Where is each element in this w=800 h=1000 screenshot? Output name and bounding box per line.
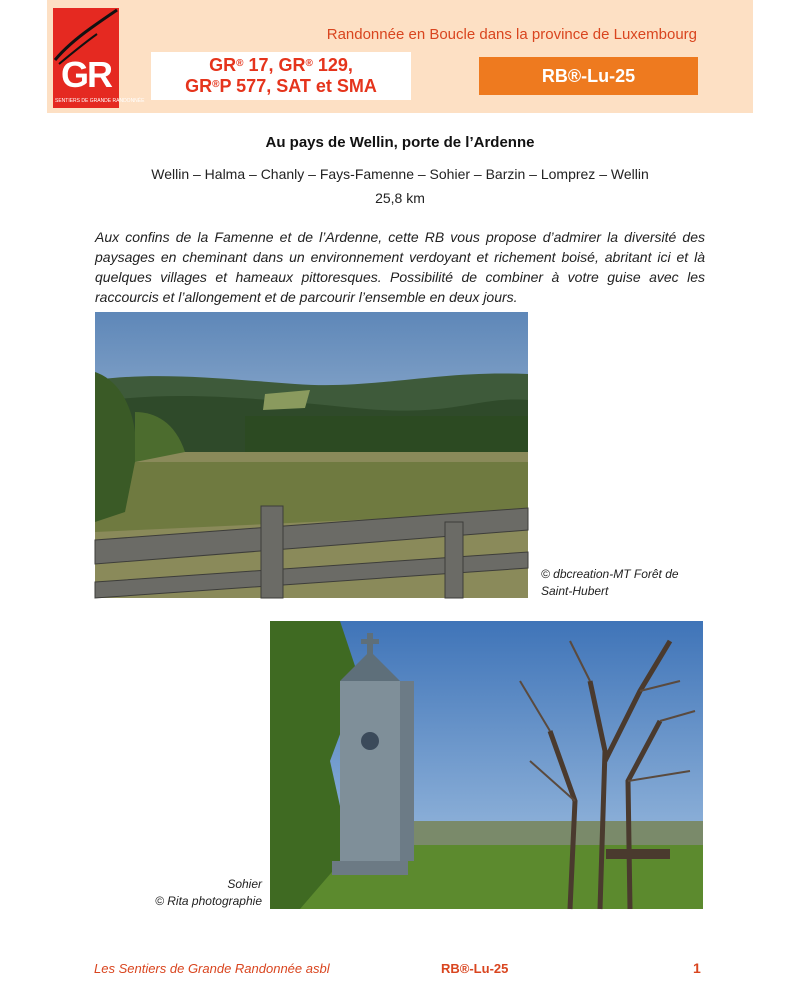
chapel-photo-caption xyxy=(100,876,262,910)
logo-subtitle: SENTIERS DE GRANDE RANDONNÉE xyxy=(55,98,145,104)
caption-line: © dbcreation-MT Forêt de xyxy=(541,567,679,581)
intro-paragraph: Aux confins de la Famenne et de l’Ardenne, cette RB vous propose d’admirer la diversité des paysages en cheminant dans un environnement verdoyant et richement boisé, abritant ici et là quelques villages et hameaux pittoresques. Possibilité de combiner à votre guise avec les raccourcis et l’allongement et de parcourir l’ensemble en deux jours. xyxy=(95,229,705,305)
gr-routes-box xyxy=(151,52,411,100)
route-villages: Wellin – Halma – Chanly – Fays-Famenne – Sohier – Barzin – Lomprez – Wellin xyxy=(151,166,649,182)
page-number: 1 xyxy=(693,960,701,976)
gr-routes-line2: GR®P 577, SAT et SMA xyxy=(185,76,377,96)
footer-organization: Les Sentiers de Grande Randonnée asbl xyxy=(94,961,330,976)
page-title: Au pays de Wellin, porte de l’Ardenne xyxy=(265,134,535,151)
caption-line: Sohier xyxy=(227,877,262,891)
gr-routes-line1: GR® 17, GR® 129, xyxy=(209,55,353,75)
caption-line: Saint-Hubert xyxy=(541,584,609,598)
route-distance: 25,8 km xyxy=(375,190,425,206)
landscape-photo xyxy=(95,312,528,598)
gr-logo xyxy=(53,8,145,108)
page-header xyxy=(47,0,753,113)
landscape-photo-caption xyxy=(541,566,721,600)
chapel-photo xyxy=(270,621,703,909)
logo-text: GR xyxy=(61,54,111,95)
caption-line: © Rita photographie xyxy=(155,894,262,908)
footer-code: RB®-Lu-25 xyxy=(441,961,509,976)
rb-code-badge: RB®-Lu-25 xyxy=(479,57,698,95)
header-title: Randonnée en Boucle dans la province de Luxembourg xyxy=(326,26,697,43)
